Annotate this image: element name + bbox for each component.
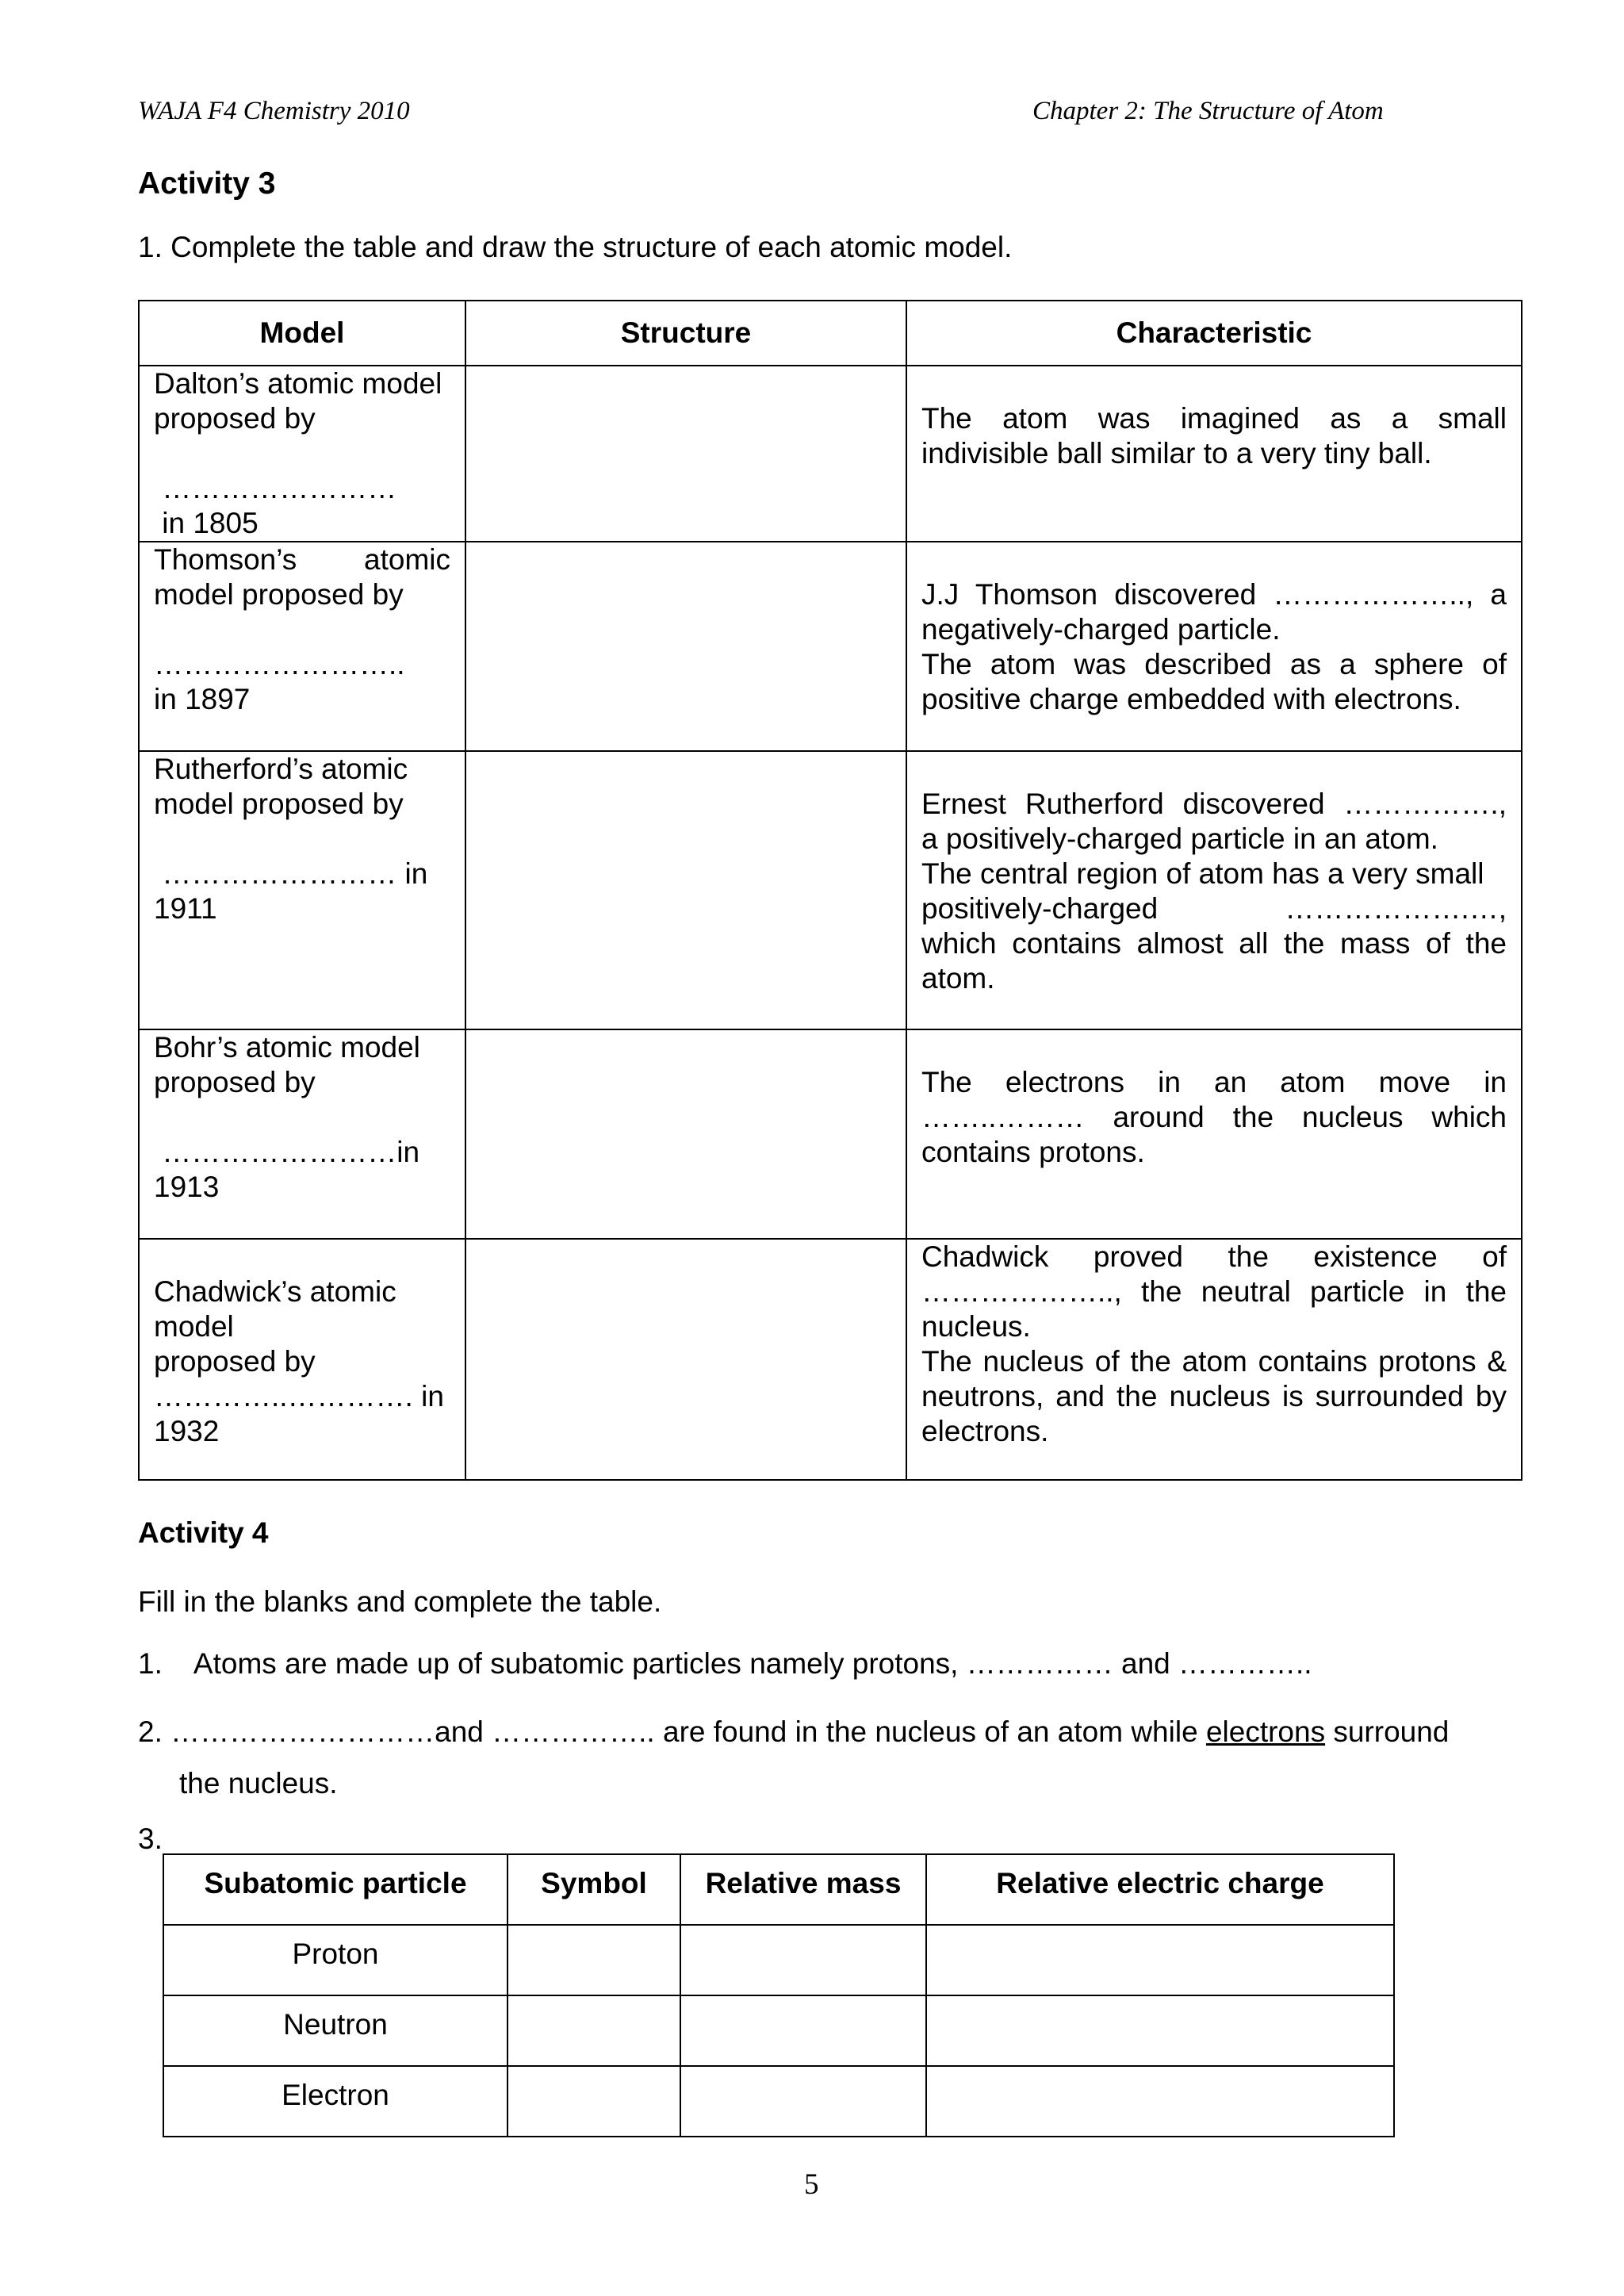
- table-header-row: [139, 301, 1522, 366]
- question-2-continued: the nucleus.: [179, 1767, 338, 1800]
- table-row-rutherford: [139, 751, 1522, 1029]
- model-cell: [139, 751, 465, 1029]
- char-spacer: [921, 1030, 1507, 1065]
- char-text: ……………….., the neutral particle in the: [921, 1275, 1507, 1308]
- table-row: [163, 1925, 1394, 1995]
- question-2-text: 2. ………………………and …………….. are found in the nucleus of an atom while: [138, 1715, 1206, 1748]
- model-text: model proposed by: [154, 578, 404, 611]
- model-blank[interactable]: …………..…………. in: [154, 1380, 444, 1412]
- header-relative-charge: Relative electric charge: [926, 1854, 1394, 1925]
- char-text: ……..……… around the nucleus which: [921, 1101, 1507, 1133]
- symbol-blank[interactable]: [508, 2066, 680, 2137]
- char-text: Ernest Rutherford discovered …………….,: [921, 788, 1507, 820]
- mass-blank[interactable]: [680, 1995, 926, 2066]
- char-spacer: [921, 542, 1507, 577]
- char-text: positively-charged ……………….…,: [921, 892, 1507, 925]
- char-text: The atom was described as a sphere of: [921, 648, 1507, 680]
- characteristic-cell: [906, 751, 1522, 1029]
- structure-drawing-area[interactable]: [465, 1239, 906, 1480]
- structure-drawing-area[interactable]: [465, 542, 906, 751]
- header-relative-mass: Relative mass: [680, 1854, 926, 1925]
- table-row-bohr: [139, 1029, 1522, 1239]
- model-text: Bohr’s atomic model: [154, 1031, 420, 1064]
- characteristic-cell: [906, 366, 1522, 542]
- charge-blank[interactable]: [926, 1995, 1394, 2066]
- page-number: 5: [804, 2168, 819, 2201]
- header-course: WAJA F4 Chemistry 2010: [138, 97, 410, 125]
- particle-name: Electron: [163, 2066, 508, 2137]
- table-row: [163, 1995, 1394, 2066]
- char-text: atom.: [921, 962, 995, 995]
- model-text: proposed by: [154, 1066, 316, 1098]
- charge-blank[interactable]: [926, 1925, 1394, 1995]
- model-blank[interactable]: ……………………in: [154, 1136, 420, 1168]
- characteristic-cell: [906, 1239, 1522, 1480]
- header-structure: Structure: [465, 301, 906, 366]
- model-blank[interactable]: ……………………: [154, 472, 397, 504]
- atomic-models-table: [138, 300, 1522, 1481]
- char-text: The electrons in an atom move in: [921, 1066, 1507, 1098]
- activity4-title: Activity 4: [138, 1516, 269, 1549]
- char-text: electrons.: [921, 1415, 1049, 1447]
- table-row: [163, 2066, 1394, 2137]
- table-row-thomson: [139, 542, 1522, 751]
- char-text: a positively-charged particle in an atom.: [921, 822, 1438, 855]
- char-text: J.J Thomson discovered ……………….., a: [921, 578, 1507, 611]
- characteristic-cell: [906, 542, 1522, 751]
- model-text: Rutherford’s atomic: [154, 753, 408, 785]
- char-text: neutrons, and the nucleus is surrounded by: [921, 1380, 1507, 1412]
- header-chapter: Chapter 2: The Structure of Atom: [1032, 97, 1384, 125]
- char-text: nucleus.: [921, 1310, 1031, 1343]
- subatomic-particles-table: [163, 1853, 1395, 2137]
- char-spacer: [921, 366, 1507, 401]
- model-text: proposed by: [154, 1345, 316, 1378]
- model-spacer: [154, 1240, 450, 1274]
- particle-name: Proton: [163, 1925, 508, 1995]
- model-cell: [139, 1239, 465, 1480]
- question-3-number: 3.: [138, 1823, 163, 1855]
- char-text: The nucleus of the atom contains protons &: [921, 1345, 1507, 1378]
- char-text: which contains almost all the mass of the: [921, 927, 1507, 960]
- model-year: 1932: [154, 1415, 220, 1447]
- header-characteristic: Characteristic: [906, 301, 1522, 366]
- model-blank[interactable]: …………………… in: [154, 857, 428, 890]
- model-blank[interactable]: ……………………..: [154, 648, 405, 680]
- question-2: [138, 1715, 1449, 1750]
- model-text: model proposed by: [154, 788, 404, 820]
- activity3-title: Activity 3: [138, 167, 276, 201]
- electrons-underlined: electrons: [1205, 1715, 1326, 1748]
- question-1: 1. Atoms are made up of subatomic particles namely protons, …………… and …………..: [138, 1647, 1312, 1680]
- structure-drawing-area[interactable]: [465, 751, 906, 1029]
- activity3-instruction: 1. Complete the table and draw the structure of each atomic model.: [138, 231, 1013, 263]
- model-spacer: [154, 436, 450, 471]
- model-text: Thomson’s atomic: [154, 543, 450, 576]
- model-cell: [139, 366, 465, 542]
- model-spacer: [154, 822, 450, 857]
- symbol-blank[interactable]: [508, 1925, 680, 1995]
- table-row-dalton: [139, 366, 1522, 542]
- symbol-blank[interactable]: [508, 1995, 680, 2066]
- char-text: negatively-charged particle.: [921, 613, 1281, 646]
- mass-blank[interactable]: [680, 1925, 926, 1995]
- char-text: contains protons.: [921, 1136, 1145, 1168]
- model-spacer: [154, 1100, 450, 1135]
- header-model: Model: [139, 301, 465, 366]
- model-text: model: [154, 1310, 234, 1343]
- question-2-text-end: surround: [1325, 1715, 1450, 1748]
- model-year: 1911: [154, 892, 217, 925]
- char-spacer: [921, 752, 1507, 787]
- char-text: indivisible ball similar to a very tiny ball.: [921, 437, 1432, 470]
- char-text: The atom was imagined as a small: [921, 402, 1507, 435]
- model-text: Chadwick’s atomic: [154, 1275, 396, 1308]
- structure-drawing-area[interactable]: [465, 366, 906, 542]
- header-subatomic-particle: Subatomic particle: [163, 1854, 508, 1925]
- charge-blank[interactable]: [926, 2066, 1394, 2137]
- model-spacer: [154, 612, 450, 647]
- model-cell: [139, 1029, 465, 1239]
- activity4-instruction: Fill in the blanks and complete the table.: [138, 1585, 662, 1618]
- model-year: 1913: [154, 1171, 220, 1203]
- model-cell: [139, 542, 465, 751]
- table-row-chadwick: [139, 1239, 1522, 1480]
- model-year: in 1897: [154, 683, 251, 715]
- model-year: in 1805: [154, 507, 259, 539]
- char-text: Chadwick proved the existence of: [921, 1240, 1507, 1273]
- characteristic-cell: [906, 1029, 1522, 1239]
- model-text: Dalton’s atomic model: [154, 367, 442, 400]
- char-text: The central region of atom has a very small: [921, 857, 1484, 890]
- mass-blank[interactable]: [680, 2066, 926, 2137]
- structure-drawing-area[interactable]: [465, 1029, 906, 1239]
- model-text: proposed by: [154, 402, 316, 435]
- particle-name: Neutron: [163, 1995, 508, 2066]
- char-text: positive charge embedded with electrons.: [921, 683, 1461, 715]
- table-header-row: [163, 1854, 1394, 1925]
- header-symbol: Symbol: [508, 1854, 680, 1925]
